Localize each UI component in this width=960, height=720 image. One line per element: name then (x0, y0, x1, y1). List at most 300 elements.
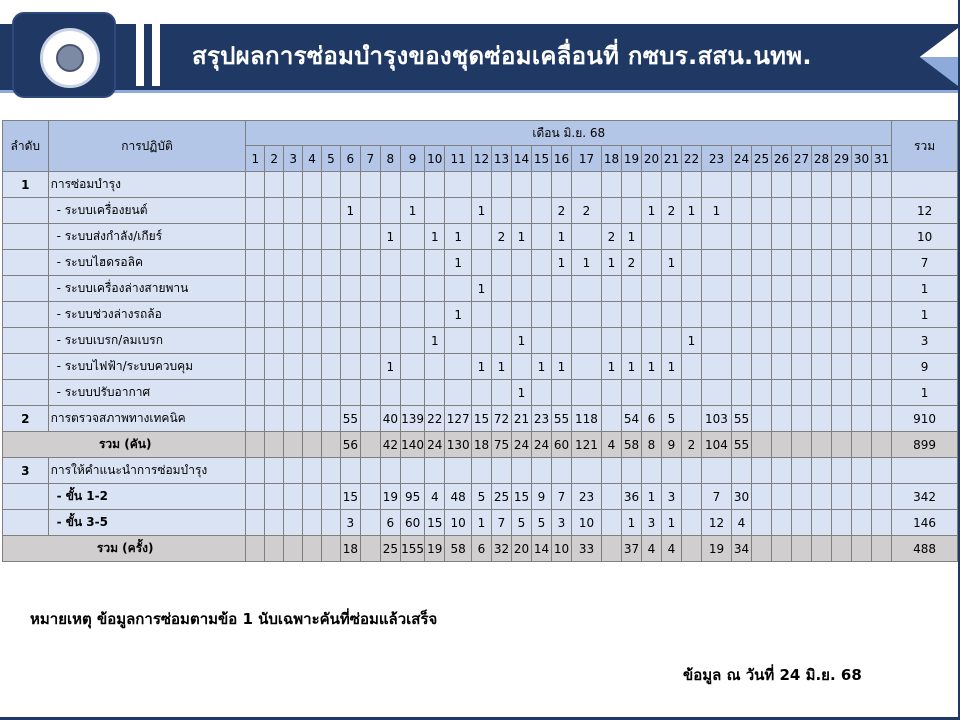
table-cell: 103 (701, 406, 731, 432)
table-cell: 15 (425, 510, 445, 536)
table-cell: 23 (571, 484, 601, 510)
row-total (892, 172, 958, 198)
table-cell (511, 172, 531, 198)
table-cell: 55 (551, 406, 571, 432)
table-cell (811, 536, 831, 562)
table-cell: 7 (551, 484, 571, 510)
table-cell (771, 458, 791, 484)
table-cell (731, 172, 751, 198)
table-cell (491, 198, 511, 224)
table-cell (811, 250, 831, 276)
table-cell: 12 (701, 510, 731, 536)
table-cell (551, 172, 571, 198)
table-cell (491, 328, 511, 354)
table-cell (246, 172, 265, 198)
table-cell (571, 380, 601, 406)
table-row (3, 380, 958, 406)
table-cell (621, 458, 641, 484)
table-cell (400, 458, 424, 484)
table-cell (321, 328, 340, 354)
table-cell (811, 328, 831, 354)
table-cell (400, 354, 424, 380)
table-cell: 21 (511, 406, 531, 432)
table-row (3, 536, 958, 562)
table-cell (380, 172, 400, 198)
table-cell: 139 (400, 406, 424, 432)
table-cell: 19 (380, 484, 400, 510)
table-cell: 3 (551, 510, 571, 536)
table-cell (471, 328, 491, 354)
table-cell (601, 380, 621, 406)
table-cell (771, 198, 791, 224)
row-number (3, 354, 49, 380)
table-cell (771, 380, 791, 406)
table-cell: 1 (471, 276, 491, 302)
table-cell: 60 (400, 510, 424, 536)
table-cell: 121 (571, 432, 601, 458)
table-cell (751, 510, 771, 536)
table-cell: 32 (491, 536, 511, 562)
table-cell: 24 (531, 432, 551, 458)
table-cell (831, 432, 851, 458)
table-cell (400, 250, 424, 276)
table-cell (303, 328, 322, 354)
table-cell (471, 380, 491, 406)
table-cell (601, 458, 621, 484)
row-total (892, 458, 958, 484)
table-cell (321, 484, 340, 510)
table-cell (811, 354, 831, 380)
day-header: 30 (851, 146, 871, 172)
table-cell (321, 458, 340, 484)
table-cell: 1 (661, 250, 681, 276)
table-row (3, 276, 958, 302)
table-row (3, 354, 958, 380)
table-cell (831, 406, 851, 432)
table-cell (851, 198, 871, 224)
table-cell (265, 250, 284, 276)
table-cell (851, 354, 871, 380)
table-cell (791, 536, 811, 562)
table-cell: 1 (531, 354, 551, 380)
table-cell (641, 458, 661, 484)
table-cell: 6 (641, 406, 661, 432)
table-cell (791, 328, 811, 354)
table-cell: 1 (551, 224, 571, 250)
table-cell: 5 (531, 510, 551, 536)
table-cell: 6 (380, 510, 400, 536)
table-cell (265, 302, 284, 328)
table-cell (471, 172, 491, 198)
table-cell: 1 (571, 250, 601, 276)
table-cell (791, 198, 811, 224)
table-cell (265, 224, 284, 250)
table-cell (601, 302, 621, 328)
day-header: 6 (340, 146, 360, 172)
table-cell (731, 302, 751, 328)
row-label: - ระบบเครื่องยนต์ (48, 198, 246, 224)
table-cell: 1 (445, 224, 472, 250)
row-number (3, 250, 49, 276)
table-cell (360, 198, 380, 224)
table-cell (661, 172, 681, 198)
table-cell (445, 276, 472, 302)
table-cell (284, 224, 303, 250)
table-cell (246, 458, 265, 484)
table-cell (811, 276, 831, 302)
table-cell: 5 (661, 406, 681, 432)
table-cell (360, 276, 380, 302)
table-cell (871, 302, 891, 328)
table-cell (701, 276, 731, 302)
day-header: 24 (731, 146, 751, 172)
table-cell (571, 458, 601, 484)
row-label: - ระบบช่วงล่างรถล้อ (48, 302, 246, 328)
col-task-header: การปฏิบัติ (48, 121, 246, 172)
table-cell (831, 172, 851, 198)
table-cell (321, 198, 340, 224)
table-cell (360, 484, 380, 510)
table-cell (871, 432, 891, 458)
table-cell: 56 (340, 432, 360, 458)
table-cell (851, 458, 871, 484)
day-header: 3 (284, 146, 303, 172)
table-cell: 15 (340, 484, 360, 510)
table-cell (360, 224, 380, 250)
table-cell (246, 276, 265, 302)
table-cell (771, 250, 791, 276)
day-header: 11 (445, 146, 472, 172)
table-cell (871, 406, 891, 432)
table-cell (701, 380, 731, 406)
table-cell (811, 406, 831, 432)
table-cell (731, 250, 751, 276)
table-cell (265, 354, 284, 380)
table-cell (246, 380, 265, 406)
table-cell (380, 276, 400, 302)
table-cell (284, 172, 303, 198)
table-cell (425, 276, 445, 302)
table-cell: 130 (445, 432, 472, 458)
table-cell: 1 (551, 354, 571, 380)
table-cell (701, 250, 731, 276)
table-cell: 1 (471, 510, 491, 536)
table-cell (601, 198, 621, 224)
table-cell: 1 (641, 484, 661, 510)
table-cell (681, 510, 701, 536)
table-cell (681, 250, 701, 276)
table-cell (601, 172, 621, 198)
table-cell (571, 328, 601, 354)
table-cell (246, 302, 265, 328)
day-header: 22 (681, 146, 701, 172)
table-cell (360, 510, 380, 536)
table-cell (851, 224, 871, 250)
table-cell (246, 224, 265, 250)
table-cell (471, 250, 491, 276)
table-cell (491, 380, 511, 406)
table-cell (445, 198, 472, 224)
table-cell: 20 (511, 536, 531, 562)
table-cell (303, 458, 322, 484)
row-number (3, 484, 49, 510)
day-header: 9 (400, 146, 424, 172)
table-cell (284, 484, 303, 510)
table-cell (380, 198, 400, 224)
table-cell (284, 198, 303, 224)
table-cell (340, 458, 360, 484)
table-cell (265, 172, 284, 198)
table-cell (360, 536, 380, 562)
table-cell (571, 172, 601, 198)
table-cell (751, 354, 771, 380)
table-cell (491, 458, 511, 484)
table-cell: 25 (380, 536, 400, 562)
table-cell (425, 354, 445, 380)
table-cell: 1 (551, 250, 571, 276)
table-cell (771, 224, 791, 250)
table-cell (340, 276, 360, 302)
table-cell (681, 224, 701, 250)
col-total-header: รวม (892, 121, 958, 172)
table-cell (284, 276, 303, 302)
table-cell: 25 (491, 484, 511, 510)
table-cell: 2 (681, 432, 701, 458)
table-cell (284, 354, 303, 380)
table-cell: 3 (661, 484, 681, 510)
table-cell (246, 354, 265, 380)
table-cell (831, 510, 851, 536)
table-cell (641, 276, 661, 302)
table-cell (681, 302, 701, 328)
table-row (3, 198, 958, 224)
table-cell (661, 380, 681, 406)
row-total: 1 (892, 302, 958, 328)
table-cell (831, 458, 851, 484)
row-label: - ระบบไฟฟ้า/ระบบควบคุม (48, 354, 246, 380)
table-cell (831, 198, 851, 224)
table-cell (811, 198, 831, 224)
table-cell: 4 (731, 510, 751, 536)
day-header: 10 (425, 146, 445, 172)
row-total: 12 (892, 198, 958, 224)
table-cell: 37 (621, 536, 641, 562)
table-cell (400, 302, 424, 328)
table-cell (871, 224, 891, 250)
table-cell (751, 224, 771, 250)
table-cell: 2 (661, 198, 681, 224)
table-cell (360, 328, 380, 354)
table-cell (641, 328, 661, 354)
row-number (3, 198, 49, 224)
table-cell (340, 224, 360, 250)
table-cell: 1 (661, 354, 681, 380)
row-number (3, 224, 49, 250)
table-cell (265, 276, 284, 302)
row-total: 1 (892, 380, 958, 406)
table-cell (400, 276, 424, 302)
table-cell (871, 510, 891, 536)
table-cell (303, 276, 322, 302)
table-cell (265, 484, 284, 510)
table-cell (851, 172, 871, 198)
table-cell (731, 380, 751, 406)
table-cell (340, 250, 360, 276)
header-stripe (152, 24, 160, 86)
table-cell (601, 484, 621, 510)
row-label: - ขั้น 1-2 (48, 484, 246, 510)
table-cell: 18 (471, 432, 491, 458)
table-cell (621, 172, 641, 198)
table-cell: 33 (571, 536, 601, 562)
table-cell: 4 (425, 484, 445, 510)
table-cell (641, 250, 661, 276)
table-cell (791, 510, 811, 536)
row-total: 3 (892, 328, 958, 354)
table-cell (681, 172, 701, 198)
row-total: 146 (892, 510, 958, 536)
table-cell (400, 224, 424, 250)
table-row (3, 328, 958, 354)
table-cell (511, 276, 531, 302)
table-cell (851, 302, 871, 328)
row-label: - ระบบเครื่องล่างสายพาน (48, 276, 246, 302)
table-cell (701, 172, 731, 198)
table-cell: 1 (621, 224, 641, 250)
day-header: 4 (303, 146, 322, 172)
table-cell (425, 302, 445, 328)
table-cell: 1 (445, 302, 472, 328)
table-cell (731, 198, 751, 224)
table-cell (511, 198, 531, 224)
table-cell: 1 (425, 328, 445, 354)
table-cell: 23 (531, 406, 551, 432)
table-cell (284, 510, 303, 536)
table-cell (771, 536, 791, 562)
table-cell (265, 510, 284, 536)
table-cell (380, 328, 400, 354)
table-cell: 1 (511, 380, 531, 406)
table-cell (831, 276, 851, 302)
table-cell (360, 458, 380, 484)
table-cell (811, 380, 831, 406)
table-cell (425, 458, 445, 484)
table-cell (621, 302, 641, 328)
table-row (3, 484, 958, 510)
day-header: 7 (360, 146, 380, 172)
table-cell: 4 (661, 536, 681, 562)
table-cell (791, 406, 811, 432)
day-header: 1 (246, 146, 265, 172)
month-header: เดือน มิ.ย. 68 (246, 121, 892, 146)
table-cell: 1 (641, 198, 661, 224)
table-cell (771, 510, 791, 536)
table-cell (284, 536, 303, 562)
table-cell (303, 380, 322, 406)
table-cell (791, 458, 811, 484)
row-label: - ขั้น 3-5 (48, 510, 246, 536)
row-label: การซ่อมบำรุง (48, 172, 246, 198)
table-cell (380, 380, 400, 406)
table-cell (425, 380, 445, 406)
table-cell (661, 276, 681, 302)
table-cell (621, 380, 641, 406)
table-cell: 118 (571, 406, 601, 432)
row-label: - ระบบเบรก/ลมเบรก (48, 328, 246, 354)
table-cell (471, 224, 491, 250)
table-cell: 1 (601, 354, 621, 380)
table-cell (751, 250, 771, 276)
table-cell (601, 276, 621, 302)
table-cell (681, 276, 701, 302)
table-cell (303, 510, 322, 536)
table-cell (471, 458, 491, 484)
table-cell (380, 458, 400, 484)
table-cell (791, 380, 811, 406)
table-cell (445, 380, 472, 406)
table-cell (791, 172, 811, 198)
table-cell (445, 328, 472, 354)
table-cell (445, 354, 472, 380)
table-cell (265, 328, 284, 354)
table-cell (811, 458, 831, 484)
table-cell (531, 276, 551, 302)
table-cell (321, 276, 340, 302)
row-label: - ระบบส่งกำลัง/เกียร์ (48, 224, 246, 250)
table-cell: 36 (621, 484, 641, 510)
table-cell: 24 (511, 432, 531, 458)
table-cell (831, 536, 851, 562)
day-header: 2 (265, 146, 284, 172)
table-cell (811, 432, 831, 458)
table-cell (701, 224, 731, 250)
table-cell (491, 276, 511, 302)
table-row (3, 458, 958, 484)
table-cell (321, 224, 340, 250)
table-cell (321, 380, 340, 406)
row-label: - ระบบปรับอากาศ (48, 380, 246, 406)
table-cell (771, 406, 791, 432)
table-cell (321, 250, 340, 276)
table-cell (321, 354, 340, 380)
table-cell (511, 250, 531, 276)
table-cell (360, 172, 380, 198)
table-cell (751, 458, 771, 484)
table-cell: 2 (551, 198, 571, 224)
table-row (3, 406, 958, 432)
row-total: 488 (892, 536, 958, 562)
table-cell (701, 354, 731, 380)
table-cell (641, 172, 661, 198)
table-cell (531, 172, 551, 198)
table-cell (791, 250, 811, 276)
table-cell (751, 276, 771, 302)
table-cell: 72 (491, 406, 511, 432)
table-cell (303, 172, 322, 198)
table-cell (303, 536, 322, 562)
table-cell (871, 172, 891, 198)
row-total: 342 (892, 484, 958, 510)
day-header: 26 (771, 146, 791, 172)
table-cell: 1 (681, 198, 701, 224)
table-cell (661, 302, 681, 328)
row-total: 899 (892, 432, 958, 458)
footnote: หมายเหตุ ข้อมูลการซ่อมตามข้อ 1 นับเฉพาะคันที่ซ่อมแล้วเสร็จ (30, 610, 438, 628)
table-cell (831, 328, 851, 354)
table-cell (661, 224, 681, 250)
table-cell: 10 (551, 536, 571, 562)
table-cell: 1 (491, 354, 511, 380)
